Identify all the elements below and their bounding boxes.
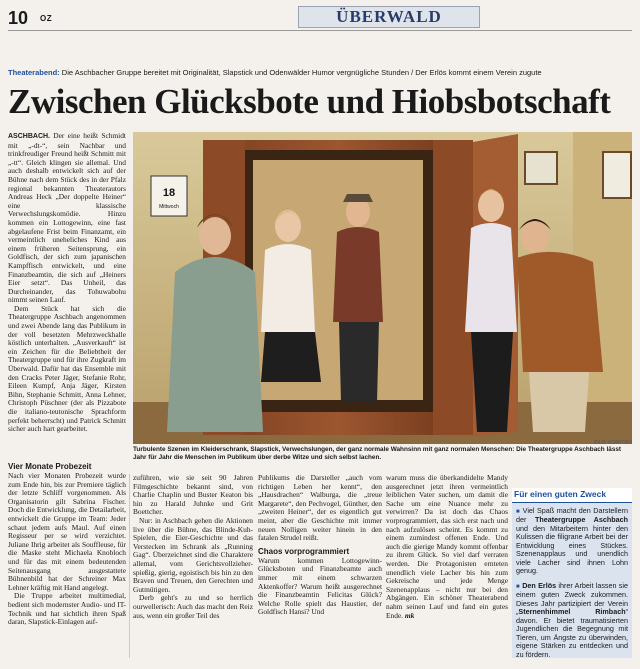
- page-number: 10: [8, 8, 28, 29]
- section-label: OZ: [40, 14, 52, 23]
- calendar-number: 18: [163, 187, 175, 199]
- article-column-3: [258, 474, 382, 658]
- info-text: “ davon. Er bietet traumatisierten Jugendlichen die Begegnung mit Tieren, um Ängste zu überwinden, eigene Stärken zu entdecken und zu fördern.: [516, 607, 628, 659]
- article-paragraph: Dem Stück hat sich die Theatergruppe Aschbach angenommen und zwei Abende lang das Publikum in der voll besetzten Mehrzweckhalle köstlich unterhalten. „Ausverkauft“ ist ein Zeichen für die Beliebtheit der Theatergruppe und für ihre Zugkraft im Überwald. Dafür hat das Ensemble mit den Cracks Peter Jäger, Stefanie Rohr, Eileen Kumpf, Anja Jäger, Kirsten Bihn, Stephanie Schmitt, Anna Lehner, Christoph Püschner (der als Pizzabote die italiano-teutonische Sprachform perfekt beherrscht) und Patrick Schmitt sicher auch hart gearbeitet.: [8, 305, 126, 434]
- article-paragraph: Derb geht's zu und so herrlich ourwellerisch: Auch das macht den Reiz aus, wenn ein großer Teil des: [133, 594, 253, 620]
- bullet-icon: ■: [516, 584, 520, 590]
- article-text: Der eine heißt Schmidt mit „-dt-“, sein Nachbar und trinkfreudiger Freund heißt Schmitt mit „-tt“. Gleich klingen sie allemal. Und auch deshalb entwickelt sich auf der Bühne nach dem Stück des in der Pfalz regional bekannten Theaterautors Andreas Heck „Der doppelte Heiner“ eine klassische Verwechslungskomödie. Hinzu kommen ein Lottogewinn, eine fast abgelaufene Frist beim Finanzamt, ein vermeintlich uneheliches Kind aus einem früheren Seitensprung, ein Goldfisch, der sich zum japanischen Kampffisch entwickelt, und eine Finanzbeamtin, die sich auf „Heiners Eier setzt“. Das Unheil, das Durcheinander, das Tohuwabohu nimmt seinen Lauf.: [8, 132, 126, 304]
- subheading-probezeit: Vier Monate Probezeit: [8, 462, 126, 472]
- column-divider: [129, 474, 130, 658]
- info-text: und den Mitarbeitern hinter den Kulissen die filigrane Arbeit bei der Entwicklung eines Stückes. Szenenapplaus und unendlich viele Lacher sind ihnen Lohn genug.: [516, 524, 628, 576]
- stage-scene-image: [133, 132, 632, 444]
- article-column-1: [8, 132, 126, 446]
- bullet-icon: ■: [516, 509, 520, 515]
- caption-text: Turbulente Szenen im Kleiderschrank, Slapstick, Verwechslungen, der ganz normale Wahnsinn mit ganz normalen Menschen: Die Theatergruppe Aschbach lässt Jahr für Jahr die Menschen im Publikum über derbe Witze und sich selbst lachen.: [133, 446, 621, 461]
- article-column-4: [386, 474, 508, 658]
- article-paragraph: Nach vier Monaten Probezeit wurde zum Ende hin, bis zur Premiere täglich der letzte Schliff vorgenommen. Als Organisatorin gilt Sabrina Fischer. Doch die Entwicklung, die Detailarbeit, entwickelt die Gruppe im Team: Jeder schaut jedem aufs Maul. Auf einen Regisseur per se wird verzichtet. Juliane Ihrig arbeitet als Souffleuse, für die Maske steht Michaela Knobloch und für das mit einem bedeutenden Seitenausgang ausgestattete Bühnenbild hat der Schreiner Max Lehner kräftig mit Hand angelegt.: [8, 472, 126, 592]
- kicker: [8, 68, 632, 77]
- dateline: ASCHBACH.: [8, 133, 50, 140]
- kicker-text: Die Aschbacher Gruppe bereitet mit Originalität, Slapstick und Odenwälder Humor vergnügliche Stunden / Der Erlös kommt einem Verein zugute: [62, 68, 542, 77]
- article-paragraph: Warum kommen Lottogewinn-Glücksboten und Finanzbeamte auch immer mit einem schwarzen Aktenkoffer? Warum heißt ausgerechnet die Finanzbeamtin Felicitas Glück? Welche Rolle spielt das Haustier, der Goldfisch Hansi? Und: [258, 557, 382, 617]
- article-paragraph: zuführen, wie sie seit 90 Jahren Filmgeschichte bekannt sind, von Charlie Chaplin und Buster Keaton bis hin zu Harald Juhnke und Grit Boettcher.: [133, 474, 253, 517]
- kicker-label: Theaterabend:: [8, 68, 60, 77]
- info-text: ihrer Arbeit lassen sie einem guten Zweck zukommen. Dieses Jahr partizipiert der Verein „: [516, 581, 628, 617]
- masthead: ÜBERWALD: [298, 6, 480, 28]
- article-photo: [133, 132, 632, 444]
- article-paragraph: warum muss die überkandidelte Mandy ausgerechnet jetzt ihren vermeintlich leiblichen Vater suchen, um damit die Sache um eine Nuance mehr zu verwirren? Da ist doch das Chaos vorprogrammiert, das sich erst nach und nach aufzulösen scheint. Es kommt zu einem zumindest offenen Ende. Und auch die gierige Mandy kommt offenbar zu ihrem Glück. So viel darf verraten werden. Die Protagonisten ernteten unendlich viele Lacher bis hin zum Gekreische und jede Menge Szenenapplaus – nicht nur bei den Abgängen. Ein schöner Theaterabend nahm seinen Lauf und fand ein gutes Ende.: [386, 474, 508, 620]
- headline: Zwischen Glücksbote und Hiobsbotschaft: [8, 82, 632, 122]
- author-signature: mk: [405, 611, 414, 620]
- photo-caption: [133, 446, 632, 462]
- article-column-2: [133, 474, 253, 658]
- article-paragraph: Nur: in Aschbach gehen die Aktionen live über die Bühne, das Blinde-Kuh-Spielen, die Eier-Geschichte und das Verstecken im Schrank als „Running Gag“. Überzeichnet sind die Charaktere allemal, vom Gerichtsvollzieher-spießig, gierig, egoistisch bis hin zu den Braven und Treuen, den Gerechten und Gutmütigen.: [133, 517, 253, 594]
- info-text: Viel Spaß macht den Darstellern der: [516, 506, 628, 525]
- info-text-bold: Den Erlös: [522, 581, 556, 590]
- page-header: [8, 6, 632, 31]
- article-paragraph: Die Truppe arbeitet multimedial, bedient sich modernster Audio- und IT-Technik und hat sichtlich ihren Spaß daran, Slapstick-Einlagen auf-: [8, 592, 126, 626]
- info-box: [512, 488, 632, 658]
- article-paragraph: Publikums die Darsteller „auch vom richtigen Leben her kennt“, den „Hausdrachen“ Walburga, die „treue Margarete“, den Pechvogel, Günther, den „zweiten Heiner“, der es eigentlich gut meint, aber die Geschichte mit immer neuen Nolligen weiter hinein in den fatalen Strudel reißt.: [258, 474, 382, 543]
- info-text-bold: Theatergruppe Aschbach: [535, 515, 628, 524]
- article-column-1-lower: [8, 462, 126, 658]
- photo-credit: BILD: KONTOWI: [594, 440, 632, 446]
- calendar-day: Mittwoch: [159, 204, 179, 210]
- subheading-chaos: Chaos vorprogrammiert: [258, 547, 382, 557]
- info-text-bold: Sternenhimmel Rimbach: [518, 607, 625, 616]
- info-box-body: [512, 503, 632, 669]
- info-box-title: Für einen guten Zweck: [512, 488, 632, 503]
